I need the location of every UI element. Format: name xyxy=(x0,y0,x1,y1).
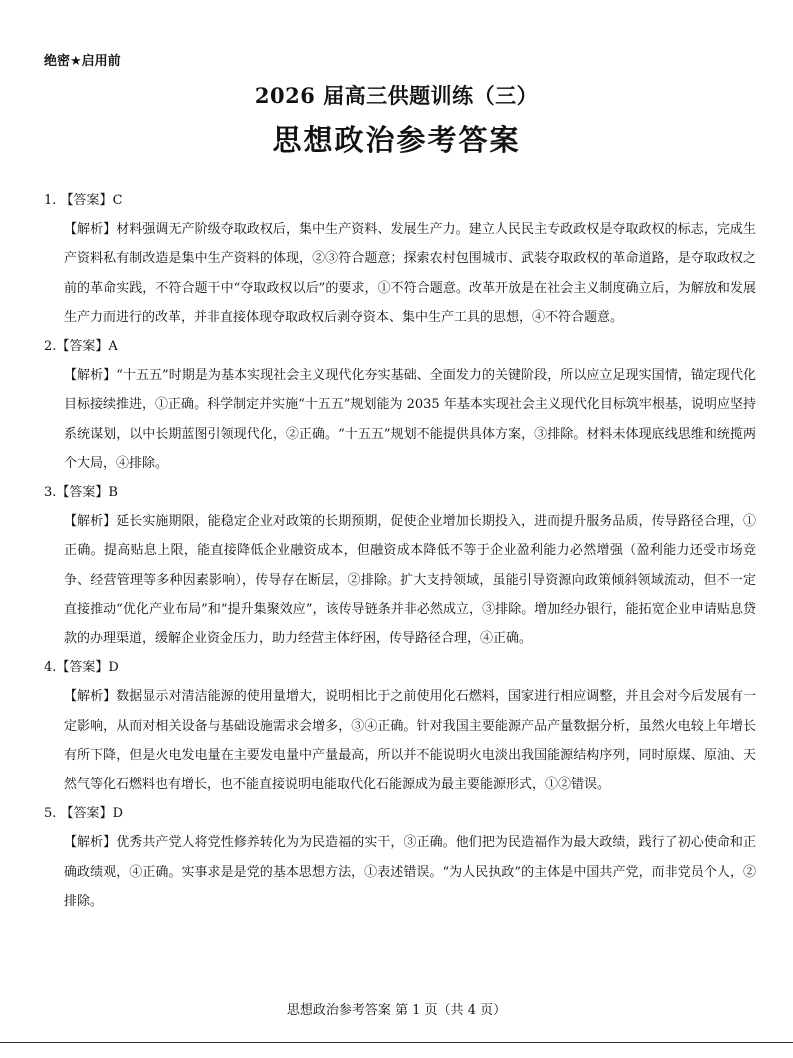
answer-choice: D xyxy=(112,806,123,822)
question-2 xyxy=(44,332,756,478)
explanation: 【解析】“十五五”时期是为基本实现社会主义现代化夯实基础、全面发力的关键阶段，所以应立足现实国情，锚定现代化目标接续推进，①正确。科学制定并实施“十五五”规划能为 2035 年基本实现社会主义现代化目标筑牢根基，说明应坚持系统谋划，以中长期蓝图引领现代化，②正确。“十五五”规划不能提供具体方案，③排除。材料未体现底线思维和统揽两个大局，④排除。 xyxy=(64,368,756,471)
answer-choice: A xyxy=(108,339,118,355)
explanation: 【解析】优秀共产党人将党性修养转化为为民造福的实干，③正确。他们把为民造福作为最大政绩，践行了初心使命和正确政绩观，④正确。实事求是是党的基本思想方法，①表述错误。“为人民执政”的主体是中国共产党，而非党员个人，②排除。 xyxy=(64,835,756,909)
answer-label: 【答案】 xyxy=(60,193,113,208)
question-number: 2. xyxy=(44,339,57,355)
bottom-divider xyxy=(0,1042,793,1043)
answer-label: 【答案】 xyxy=(56,339,109,355)
answer-choice: B xyxy=(108,485,118,501)
question-1 xyxy=(44,186,756,332)
question-3 xyxy=(44,478,756,653)
question-number: 1. xyxy=(44,193,61,208)
answer-key-title: 思想政治参考答案 xyxy=(272,123,521,157)
answer-list xyxy=(44,186,756,916)
confidential-mark: 绝密★启用前 xyxy=(44,54,121,69)
answer-line xyxy=(44,653,756,682)
answer-label: 【答案】 xyxy=(56,660,109,676)
answer-label: 【答案】 xyxy=(60,806,113,822)
answer-line xyxy=(44,332,756,361)
explanation: 【解析】延长实施期限，能稳定企业对政策的长期预期，促使企业增加长期投入，进而提升服务品质，传导路径合理，①正确。提高贴息上限，能直接降低企业融资成本，但融资成本降低不等于企业盈利能力必然增强（盈利能力还受市场竞争、经营管理等多种因素影响），传导存在断层，②排除。扩大支持领域，虽能引导资源向政策倾斜领域流动，但不一定直接推动“优化产业布局”和“提升集聚效应”，该传导链条并非必然成立，③排除。增加经办银行，能拓宽企业申请贴息贷款的办理渠道，缓解企业资金压力，助力经营主体纾困，传导路径合理，④正确。 xyxy=(64,514,756,647)
question-5 xyxy=(44,799,756,916)
answer-choice: D xyxy=(108,660,119,676)
answer-line xyxy=(44,478,756,507)
question-number: 3. xyxy=(44,485,57,501)
explanation: 【解析】数据显示对清洁能源的使用量增大，说明相比于之前使用化石燃料，国家进行相应调整，并且会对今后发展有一定影响，从而对相关设备与基础设施需求会增多，③④正确。针对我国主要能源产品产量数据分析，虽然火电较上年增长有所下降，但是火电发电量在主要发电量中产量最高，所以并不能说明火电淡出我国能源结构序列，同时原煤、原油、天然气等化石燃料也有增长，也不能直接说明电能取代化石能源成为最主要能源形式，①②错误。 xyxy=(64,689,756,793)
question-4 xyxy=(44,653,756,799)
explanation: 【解析】材料强调无产阶级夺取政权后，集中生产资料、发展生产力。建立人民民主专政政权是夺取政权的标志，完成生产资料私有制改造是集中生产资料的体现，②③符合题意；探索农村包围城市、武装夺取政权的革命道路，是夺取政权之前的革命实践，不符合题干中“夺取政权以后”的要求，①不符合题意。改革开放是在社会主义制度确立后，为解放和发展生产力而进行的改革，并非直接体现夺取政权后剥夺资本、集中生产工具的思想，④不符合题意。 xyxy=(64,222,756,325)
exam-title: 2026 届高三供题训练（三） xyxy=(254,83,539,108)
page-footer: 思想政治参考答案 第 1 页（共 4 页） xyxy=(286,1003,507,1018)
answer-label: 【答案】 xyxy=(56,485,109,501)
question-number: 4. xyxy=(44,660,57,676)
answer-line xyxy=(44,799,756,828)
answer-choice: C xyxy=(112,193,123,208)
question-number: 5. xyxy=(44,806,61,822)
answer-line xyxy=(44,186,756,215)
